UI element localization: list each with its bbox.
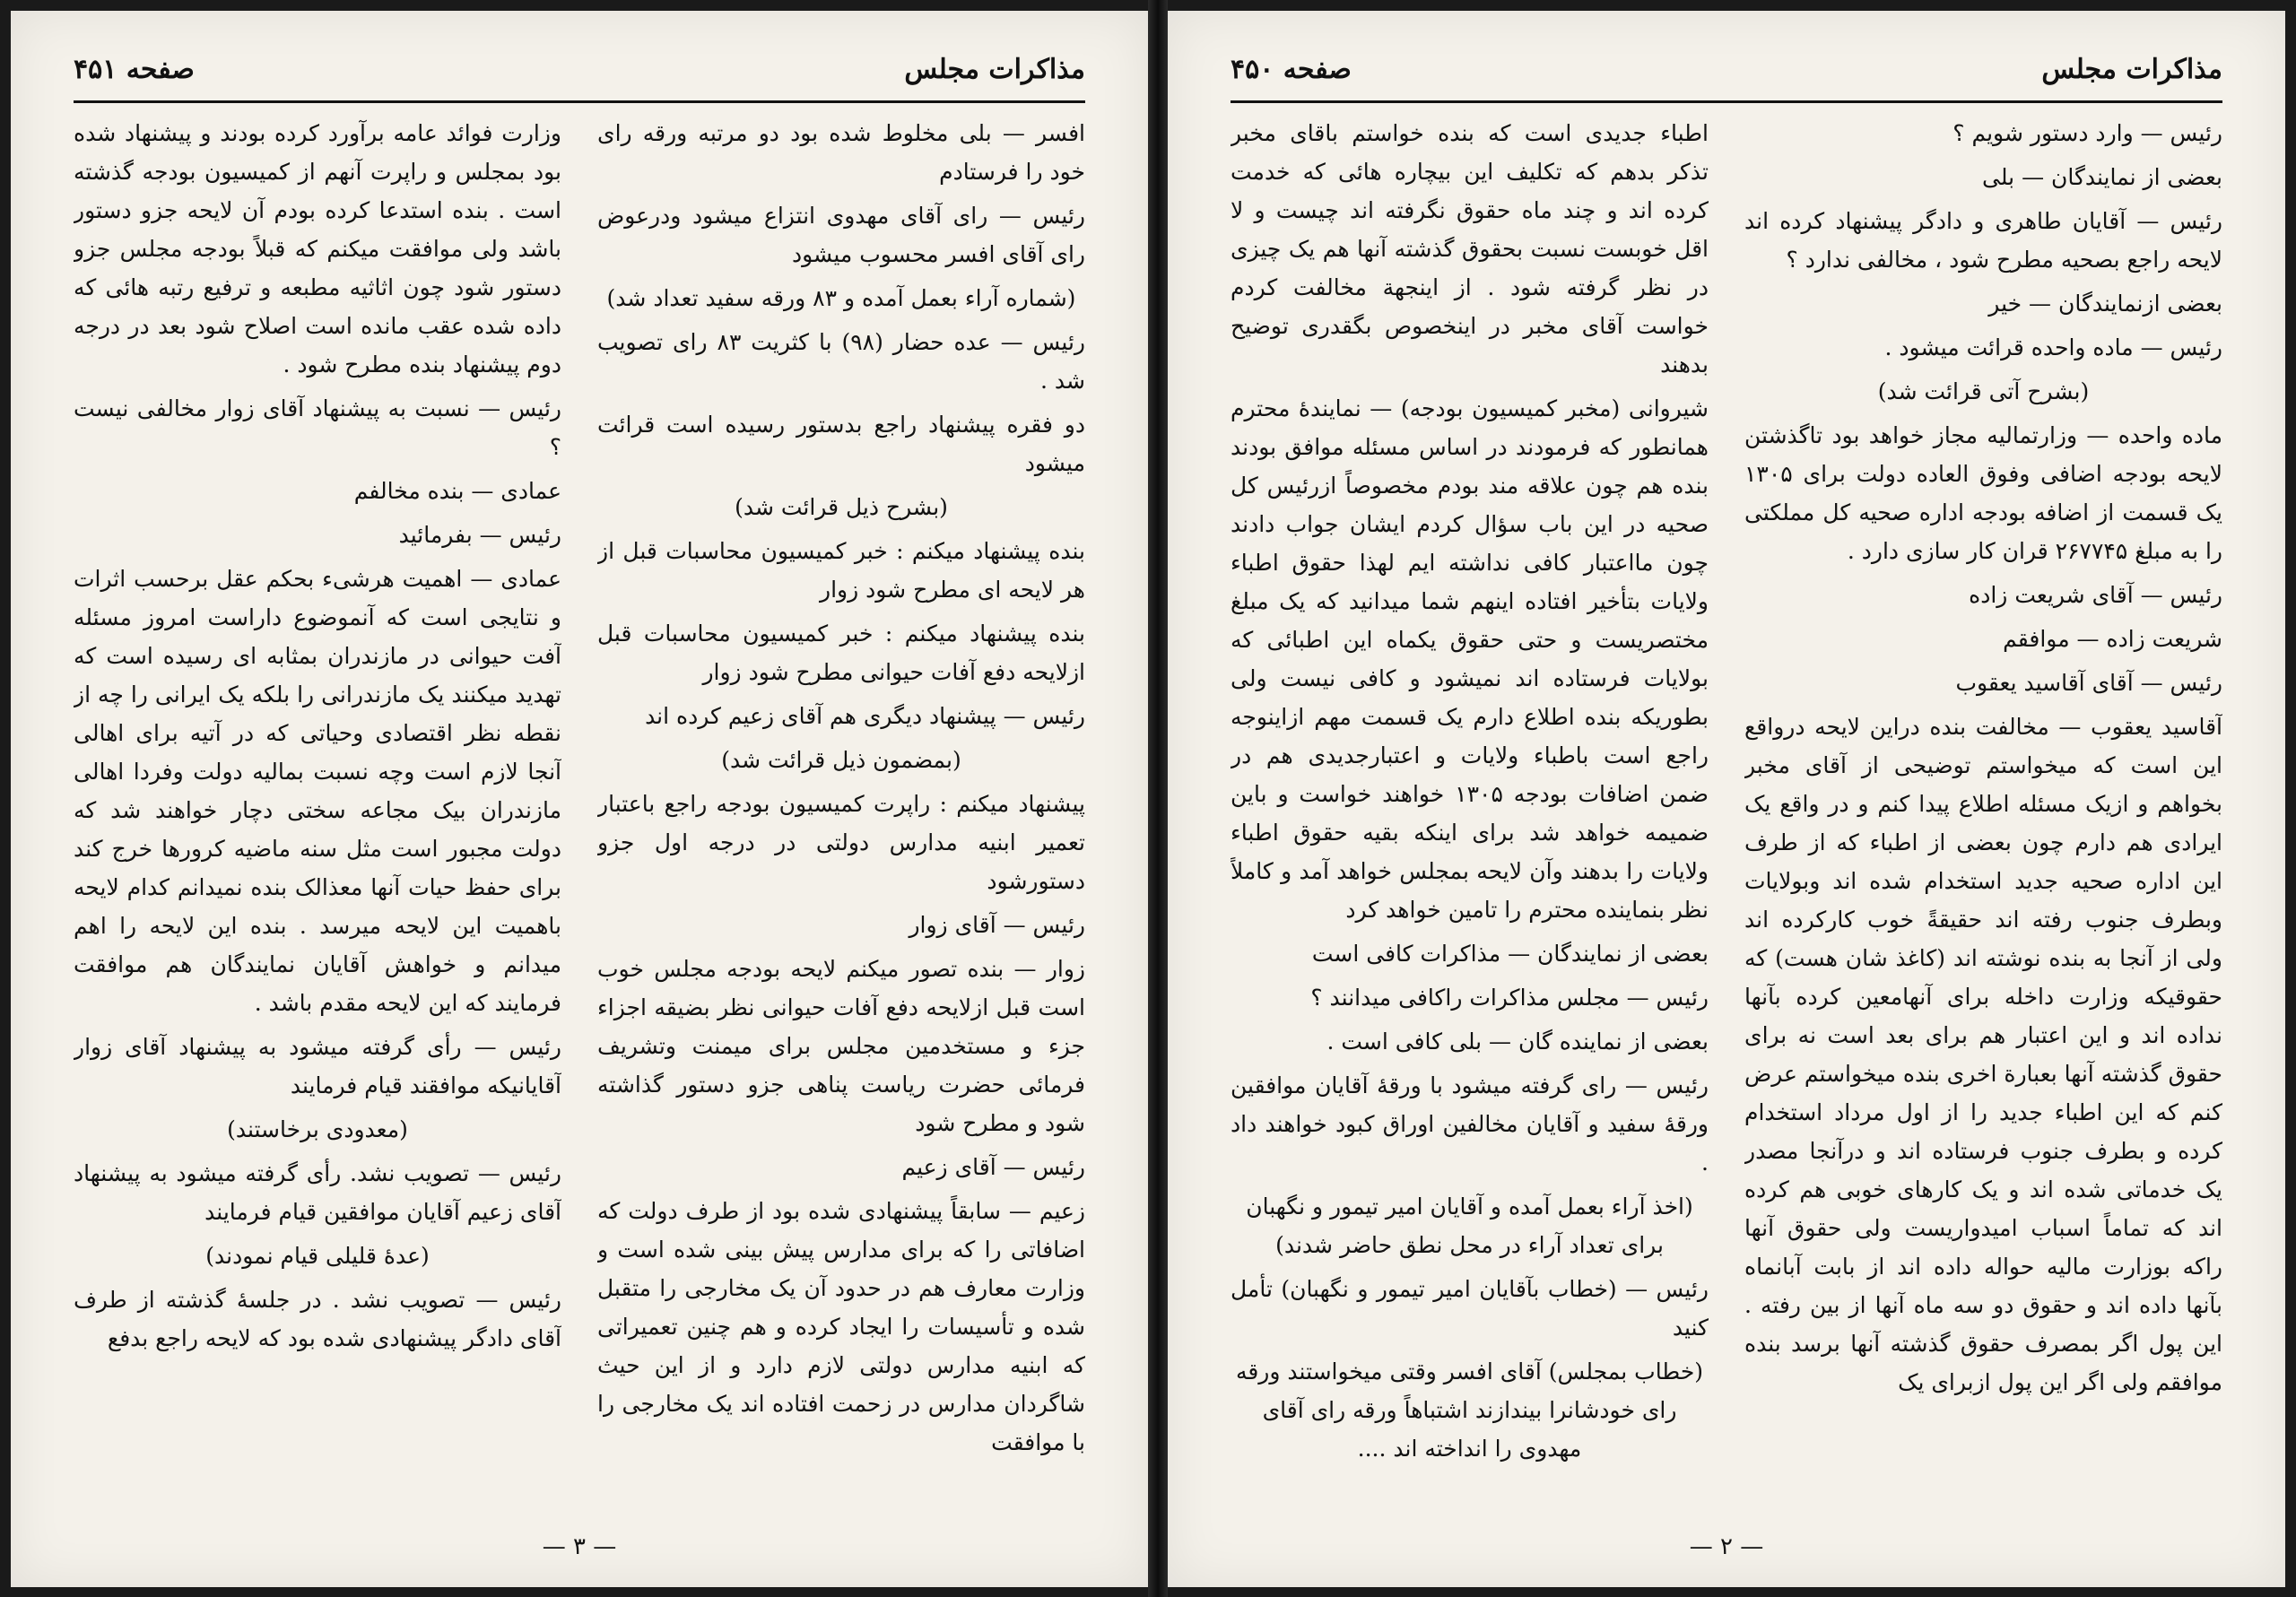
paragraph: بعضی از نمایندگان — بلی xyxy=(1982,164,2222,190)
paragraph: (بشرح ذیل قرائت شد) xyxy=(735,494,948,520)
paragraph: رئیس — آقای زعیم xyxy=(901,1154,1085,1180)
paragraph: (خطاب بمجلس) آقای افسر وقتی میخواستند ورقه رای خودشانرا بیندازند اشتباهاً ورقه رای آقای مهدوی را انداخته اند .... xyxy=(1235,1358,1704,1462)
right-page-column-right xyxy=(1744,114,2222,1506)
paragraph: اطباء جدیدی است که بنده خواستم باقای مخبر تذکر بدهم که تکلیف این بیچاره هائی که خدمت کرده اند و چند ماه حقوق نگرفته اند چیست و لا اقل خوبست نسبت بحقوق گذشته آنها هم یک چیزی در نظر گرفته شود . از اینجهة مخالفت کردم خواست آقای مخبر در اینخصوص بگقدری توضیح بدهند xyxy=(1231,120,1709,378)
left-page-column-right xyxy=(597,114,1085,1506)
paragraph: بعضی از نماینده گان — بلی کافی است . xyxy=(1326,1029,1709,1055)
paragraph: شریعت زاده — موافقم xyxy=(2003,626,2222,652)
paragraph: بعضی از نمایندگان — مذاکرات کافی است xyxy=(1311,941,1709,967)
left-page-title: مذاکرات مجلس xyxy=(904,53,1085,85)
paragraph: رئیس — رأی گرفته میشود به پیشنهاد آقای زوار آقایانیکه موافقند قیام فرمایند xyxy=(74,1034,561,1098)
left-page xyxy=(11,11,1148,1587)
paragraph: عمادی — اهمیت هرشیء بحکم عقل برحسب اثرات و نتایجی است که آنموضوع داراست امروز مسئله آفت حیوانی در مازندران بمثابه ای رسیده است که تهدید میکنند یک مازندرانی را بلکه یک ایرانی را چه از نقطه نظر اقتصادی وحیاتی که در آتیه برای اهالی آنجا لازم است وچه نسبت بمالیه دولت وفردا اهالی مازندران بیک مجاعه سختی دچار خواهند شد که دولت مجبور است مثل سنه ماضیه کرورها خرج کند برای حفظ حیات آنها معذالک بنده نمیدانم کدام لایحه باهمیت این لایحه میرسد . بنده این لایحه را اهم میدانم و خواهش آقایان نمایندگان هم موافقت فرمایند که این لایحه مقدم باشد . xyxy=(74,566,561,1016)
paragraph: رئیس — وارد دستور شویم ؟ xyxy=(1952,120,2222,146)
paragraph: رئیس — آقایان طاهری و دادگر پیشنهاد کرده اند لایحه راجع بصحیه مطرح شود ، مخالفی ندارد ؟ xyxy=(1744,208,2222,273)
paragraph: رئیس — ماده واحده قرائت میشود . xyxy=(1884,334,2222,360)
paragraph: بعضی ازنمایندگان — خیر xyxy=(1988,291,2222,317)
paragraph: شیروانی (مخبر کمیسیون بودجه) — نمایندهٔ محترم همانطور که فرمودند در اساس مسئله موافق بودند بنده هم چون علاقه مند بودم مخصوصاً ازرئیس کل صحیه در این باب سؤال کردم ایشان جواب دادند چون مااعتبار کافی نداشته ایم لهذا حقوق اطباء ولایات بتأخیر افتاده اینهم شما میدانید که یک مبلغ مختصریست و حتی حقوق یکماه این اطبائی که بولایات فرستاده اند نمیشود و کافی نیست ولی بطوریکه بنده اطلاع دارم یک قسمت مهم ازاینوجه راجع است باطباء ولایات و اعتبارجدیدی هم در ضمن اضافات بودجه ۱۳۰۵ خواهند خواست و باین ضمیمه خواهد شد برای اینکه بقیه حقوق اطباء ولایات را بدهند وآن لایحه بمجلس خواهد آمد و کاملاً نظر بنماینده محترم را تامین خواهد کرد xyxy=(1231,395,1709,923)
paragraph: رئیس — پیشنهاد دیگری هم آقای زعیم کرده اند xyxy=(645,703,1085,729)
paragraph: بنده پیشنهاد میکنم : خبر کمیسیون محاسبات قبل از هر لایحه ای مطرح شود زوار xyxy=(597,538,1085,603)
paragraph: عمادی — بنده مخالفم xyxy=(353,478,561,504)
right-page-header xyxy=(1231,38,2222,103)
paragraph: رئیس — آقای آقاسید یعقوب xyxy=(1955,670,2222,696)
paragraph: زعیم — سابقاً پیشنهادی شده بود از طرف دولت که اضافاتی را که برای مدارس پیش بینی شده است و وزارت معارف هم در حدود آن یک مخارجی را متقبل شده و تأسیسات را ایجاد کرده و هم چنین تعمیراتی که ابنیه مدارس دولتی لازم دارد و از این حیث شاگردان مدارس در زحمت افتاده اند یک مخارجی را با موافقت xyxy=(597,1198,1085,1455)
paragraph: رئیس — نسبت به پیشنهاد آقای زوار مخالفی نیست ؟ xyxy=(74,395,561,460)
paragraph: (معدودی برخاستند) xyxy=(227,1116,408,1142)
paragraph: (شماره آراء بعمل آمده و ۸۳ ورقه سفید تعداد شد) xyxy=(606,285,1076,311)
paragraph: رئیس — آقای شریعت زاده xyxy=(1969,582,2222,608)
paragraph: رئیس — رای آقای مهدوی انتزاع میشود ودرعوض رای آقای افسر محسوب میشود xyxy=(597,203,1085,267)
right-page xyxy=(1168,11,2285,1587)
paragraph: وزارت فوائد عامه برآورد کرده بودند و پیشنهاد شده بود بمجلس و راپرت آنهم از کمیسیون بودجه گذشته است . بنده استدعا کرده بودم آن لایحه جزو دستور باشد ولی موافقت میکنم که قبلاً بودجه مجلس جزو دستور شود چون اثاثیه مطبعه و ترفیع رتبه هائی که داده شده عقب مانده است اصلاح شود بعد در درجه دوم پیشنهاد بنده مطرح شود . xyxy=(74,120,561,378)
right-page-footer: — ٢ — xyxy=(1689,1533,1764,1560)
paragraph: بنده پیشنهاد میکنم : خبر کمیسیون محاسبات قبل ازلایحه دفع آفات حیوانی مطرح شود زوار xyxy=(597,621,1085,685)
left-page-header xyxy=(74,38,1085,103)
right-page-columns xyxy=(1231,114,2222,1506)
paragraph: افسر — بلی مخلوط شده بود دو مرتبه ورقه رای خود را فرستادم xyxy=(597,120,1085,185)
right-page-title: مذاکرات مجلس xyxy=(2041,53,2222,85)
paragraph: پیشنهاد میکنم : راپرت کمیسیون بودجه راجع باعتبار تعمیر ابنیه مدارس دولتی در درجه اول جزو دستورشود xyxy=(597,791,1085,894)
paragraph: (اخذ آراء بعمل آمده و آقایان امیر تیمور و نگهبان برای تعداد آراء در محل نطق حاضر شدند) xyxy=(1246,1193,1693,1258)
paragraph: دو فقره پیشنهاد راجع بدستور رسیده است قرائت میشود xyxy=(597,412,1085,476)
paragraph: رئیس — بفرمائید xyxy=(398,522,561,548)
right-page-column-left xyxy=(1231,114,1709,1506)
paragraph: رئیس — عده حضار (۹۸) با کثریت ۸۳ رای تصویب شد . xyxy=(597,329,1085,394)
paragraph: (عدهٔ قلیلی قیام نمودند) xyxy=(205,1243,430,1269)
left-page-number: صفحه ۴۵۱ xyxy=(74,53,195,85)
right-page-number: صفحه ۴۵۰ xyxy=(1231,53,1352,85)
paragraph: زوار — بنده تصور میکنم لایحه بودجه مجلس خوب است قبل ازلایحه دفع آفات حیوانی نظر بضیقه اجزاء جزء و مستخدمین مجلس برای میمنت وتشریف فرمائی حضرت ریاست پناهی جزو دستور گذاشته شود و مطرح شود xyxy=(597,956,1085,1136)
left-page-columns xyxy=(74,114,1085,1506)
paragraph: (بمضمون ذیل قرائت شد) xyxy=(721,747,961,773)
paragraph: رئیس — تصویب نشد . در جلسهٔ گذشته از طرف آقای دادگر پیشنهادی شده بود که لایحه راجع بدفع xyxy=(74,1287,561,1351)
paragraph: رئیس — آقای زوار xyxy=(909,912,1085,938)
paragraph: رئیس — رای گرفته میشود با ورقهٔ آقایان موافقین ورقهٔ سفید و آقایان مخالفین اوراق کبود خواهند داد . xyxy=(1231,1072,1709,1176)
paragraph: رئیس — تصویب نشد. رأی گرفته میشود به پیشنهاد آقای زعیم آقایان موافقین قیام فرمایند xyxy=(74,1160,561,1225)
left-page-footer: — ٣ — xyxy=(542,1533,617,1560)
book-gutter xyxy=(1148,0,1168,1597)
paragraph: ماده واحده — وزارتمالیه مجاز خواهد بود تاگذشتن لایحه بودجه اضافی وفوق العاده دولت برای ۱۳۰۵ یک قسمت از اضافه بودجه اداره صحیه کل مملکتی را به مبلغ ۲۶۷۷۴۵ قران کار سازی دارد . xyxy=(1744,422,2222,564)
left-page-column-left xyxy=(74,114,561,1506)
paragraph: رئیس — مجلس مذاکرات راکافی میدانند ؟ xyxy=(1310,985,1709,1011)
paragraph: (بشرح آتی قرائت شد) xyxy=(1877,378,2090,404)
paragraph: رئیس — (خطاب بآقایان امیر تیمور و نگهبان) تأمل کنید xyxy=(1231,1276,1709,1341)
paragraph: آقاسید یعقوب — مخالفت بنده دراین لایحه درواقع این است که میخواستم توضیحی از آقای مخبر بخواهم و ازیک مسئله اطلاع پیدا کنم و در واقع یک ایرادی هم دارم چون بعضی از اطباء که از طرف این اداره صحیه جدید استخدام شده اند وبولایات وبطرف جنوب رفته اند حقیقةً خوب کارکرده اند ولی از آنجا به بنده نوشته اند (کاغذ شان هست) که حقوقیکه وزارت داخله برای آنهامعین کرده بآنها نداده اند و این اعتبار هم برای بعد است نه برای حقوق گذشته آنها بعبارة اخری بنده میخواستم عرض کنم که این اطباء جدید را از اول مرداد استخدام کرده و بطرف جنوب فرستاده اند و درآنجا مصدر یک خدماتی شده اند و یک کارهای خوبی هم کرده اند که تماماً اسباب امیدواریست ولی حقوق آنها راکه بوزارت مالیه حواله داده اند از بابت آبانماه بآنها داده اند و حقوق دو سه ماه آنها از بین رفته . این پول اگر بمصرف حقوق گذشته آنها برسد بنده موافقم ولی اگر این پول ازبرای یک xyxy=(1744,714,2222,1395)
